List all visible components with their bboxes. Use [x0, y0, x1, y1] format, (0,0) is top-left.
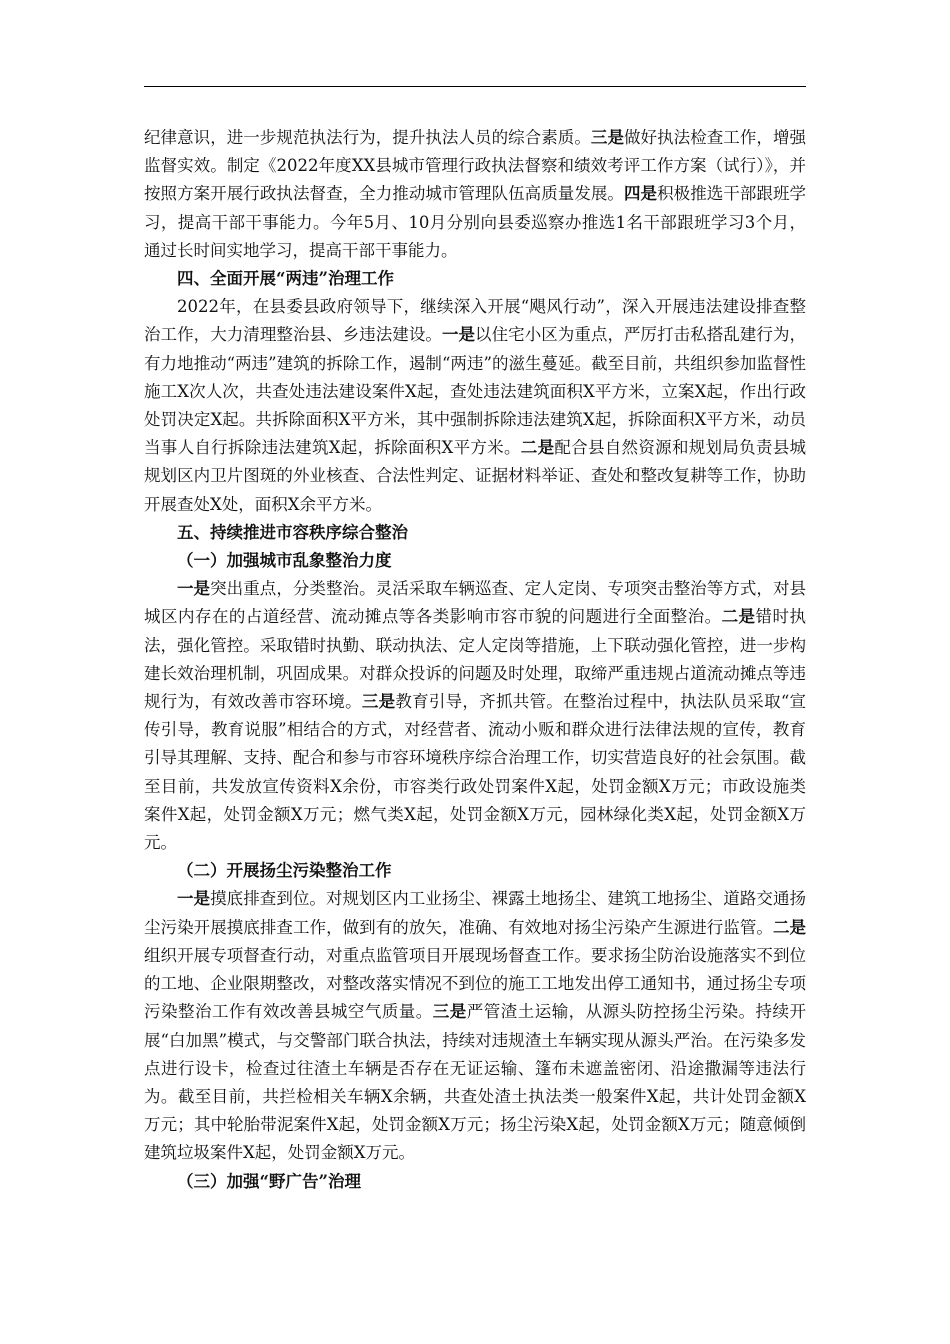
- emphasis-text: 三是: [590, 128, 624, 147]
- emphasis-text: 二是: [520, 438, 555, 458]
- paragraph: [144, 124, 806, 265]
- emphasis-text: 二是: [721, 607, 756, 627]
- emphasis-text: 二是: [772, 917, 807, 937]
- paragraph-text: 教育引导，齐抓共管。在整治过程中，执法队员采取“宣传引导，教育说服”相结合的方式，对经营者、流动小贩和群众进行法律法规的宣传，教育引导其理解、支持、配合和参与市容环境秩序综合治理工作，切实营造良好的社会氛围。截至目前，共发放宣传资料X余份，市容类行政处罚案件X起，处罚金额X万元；市政设施类案件X起，处罚金额X万元；燃气类X起，处罚金额X万元，园林绿化类X起，处罚金额X万元。: [144, 692, 807, 853]
- paragraph: [144, 293, 806, 519]
- emphasis-text: 一是: [441, 325, 476, 345]
- section-heading: 五、持续推进市容秩序综合整治: [177, 522, 408, 542]
- paragraph-text: 以住宅小区为重点，严厉打击私搭乱建行为，有力地推动“两违”建筑的拆除工作，遏制“两违”的滋生蔓延。截至目前，共组织参加监督性施工X次人次，共查处违法建设案件X起，查处违法建筑面积X平方米，立案X起，作出行政处罚决定X起。共拆除面积X平方米，其中强制拆除违法建筑X起，拆除面积X平方米，动员当事人自行拆除违法建筑X起，拆除面积X平方米。: [144, 325, 807, 458]
- paragraph-text: 错时执法，强化管控。采取错时执勤、联动执法、定人定岗等措施，上下联动强化管控，进一步构建长效治理机制，巩固成果。对群众投诉的问题及时处理，取缔严重违规占道流动摊点等违规行为，有效改善市容环境。: [144, 607, 807, 712]
- emphasis-text: 三是: [361, 692, 396, 712]
- paragraph-text: 做好执法检查工作，增强监督实效。制定《2022年度XX县城市管理行政执法督察和绩效考评工作方案（试行）》，并按照方案开展行政执法督查，全力推动城市管理队伍高质量发展。: [144, 128, 807, 204]
- paragraph-text: 摸底排查到位。对规划区内工业扬尘、裸露土地扬尘、建筑工地扬尘、道路交通扬尘污染开展摸底排查工作，做到有的放矢，准确、有效地对扬尘污染产生源进行监管。: [144, 889, 807, 937]
- document-body: [144, 124, 806, 1196]
- paragraph-text: 2022年，在县委县政府领导下，继续深入开展“飓风行动”，深入开展违法建设排查整治工作，大力清理整治县、乡违法建设。: [144, 297, 806, 345]
- emphasis-text: 四是: [624, 184, 658, 204]
- section-heading: （三）加强“野广告”治理: [177, 1171, 361, 1191]
- emphasis-text: 一是: [177, 579, 211, 599]
- header-rule: [144, 86, 806, 87]
- paragraph: [144, 885, 806, 1167]
- paragraph-text: 纪律意识，进一步规范执法行为，提升执法人员的综合素质。: [144, 128, 591, 147]
- paragraph-text: 组织开展专项督查行动，对重点监管项目开展现场督查工作。要求扬尘防治设施落实不到位的工地、企业限期整改，对整改落实情况不到位的施工工地发出停工通知书，通过扬尘专项污染整治工作有效改善县城空气质量。: [144, 945, 806, 1022]
- paragraph-text: 积极推选干部跟班学习，提高干部干事能力。今年5月、10月分别向县委巡察办推选1名干部跟班学习3个月，通过长时间实地学习，提高干部干事能力。: [144, 184, 807, 260]
- section-heading: （二）开展扬尘污染整治工作: [177, 861, 392, 881]
- section-heading: （一）加强城市乱象整治力度: [177, 551, 392, 571]
- paragraph-text: 严管渣土运输，从源头防控扬尘污染。持续开展“白加黑”模式，与交警部门联合执法，持续对违规渣土车辆实现从源头严治。在污染多发点进行设卡，检查过往渣土车辆是否存在无证运输、篷布未遮盖密闭、沿途撒漏等违法行为。截至目前，共拦检相关车辆X余辆，共查处渣土执法类一般案件X起，共计处罚金额X万元；其中轮胎带泥案件X起，处罚金额X万元；扬尘污染X起，处罚金额X万元；随意倾倒建筑垃圾案件X起，处罚金额X万元。: [144, 1002, 807, 1163]
- paragraph-text: 突出重点，分类整治。灵活采取车辆巡查、定人定岗、专项突击整治等方式，对县城区内存在的占道经营、流动摊点等各类影响市容市貌的问题进行全面整治。: [144, 579, 807, 627]
- section-heading: 四、全面开展“两违”治理工作: [177, 269, 394, 289]
- emphasis-text: 一是: [177, 889, 211, 909]
- emphasis-text: 三是: [432, 1002, 467, 1022]
- paragraph: [144, 575, 806, 857]
- paragraph-text: 配合县自然资源和规划局负责县城规划区内卫片图斑的外业核查、合法性判定、证据材料举证、查处和整改复耕等工作，协助开展查处X处，面积X余平方米。: [144, 438, 807, 514]
